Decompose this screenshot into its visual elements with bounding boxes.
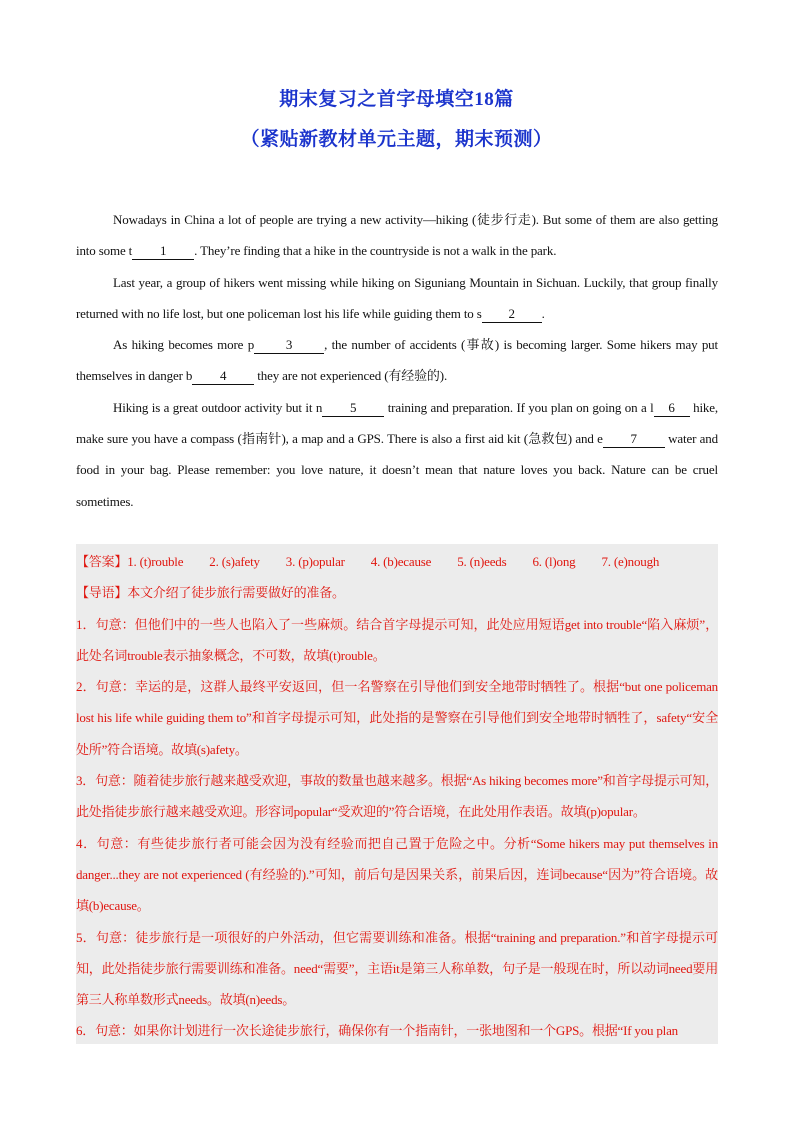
answer-item: 7. (e)nough: [601, 554, 660, 569]
passage: [76, 204, 718, 517]
paragraph-4: [76, 392, 718, 517]
explanation-1: 1．句意：但他们中的一些人也陷入了一些麻烦。结合首字母提示可知，此处应用短语get into trouble“陷入麻烦”，此处名词trouble表示抽象概念，不可数，故填(t)rouble。: [76, 616, 718, 663]
page-title: 期末复习之首字母填空18篇: [279, 89, 514, 110]
answer-item: 1. (t)rouble: [127, 554, 184, 569]
answer-item: 4. (b)ecause: [370, 554, 432, 569]
page-subtitle: （紧贴新教材单元主题，期末预测）: [240, 129, 553, 150]
answer-label: 【答案】: [76, 554, 128, 569]
passage-text: Nowadays in China a lot of people are trying a new activity—hiking (徒步行走). But some of them are also getting into some t: [76, 212, 718, 259]
passage-text: hike, make sure you have a compass (指南针), a map and a GPS. There is also a first aid kit (急救包) and e: [76, 399, 718, 447]
blank-5: 5: [322, 401, 384, 417]
paragraph-2: [76, 267, 718, 330]
blank-6: 6: [654, 401, 690, 417]
paragraph-3: [76, 329, 718, 392]
explanation-6: 6．句意：如果你计划进行一次长途徒步旅行，确保你有一个指南针，一张地图和一个GPS。根据“If you plan: [76, 1023, 678, 1039]
answer-key: [76, 546, 718, 577]
guide-text: 【导语】本文介绍了徒步旅行需要做好的准备。: [76, 585, 345, 601]
answer-item: 5. (n)eeds: [457, 554, 507, 569]
passage-text: As hiking becomes more p: [113, 337, 255, 353]
blank-4: 4: [192, 369, 254, 385]
passage-text: Hiking is a great outdoor activity but it n: [113, 399, 323, 415]
blank-1: 1: [132, 244, 194, 260]
explanation-5: 5．句意：徒步旅行是一项很好的户外活动，但它需要训练和准备。根据“training and preparation.”和首字母提示可知，此处指徒步旅行需要训练和准备。need“需要”，主语it是第三人称单数，句子是一般现在时，所以动词need要用第三人称单数形式needs。故填(n)eeds。: [76, 929, 718, 1008]
answer-item: 2. (s)afety: [209, 554, 260, 569]
blank-7: 7: [603, 432, 665, 448]
passage-text: , the number of accidents (事故) is becoming larger. Some hikers may put themselves in danger b: [76, 337, 718, 384]
blank-2: 2: [482, 307, 542, 323]
passage-text: training and preparation. If you plan on going on a l: [384, 399, 654, 415]
explanation-3: 3．句意：随着徒步旅行越来越受欢迎，事故的数量也越来越多。根据“As hiking becomes more”和首字母提示可知，此处指徒步旅行越来越受欢迎。形容词popular“受欢迎的”符合语境，在此处用作表语。故填(p)opular。: [76, 773, 718, 820]
blank-3: 3: [254, 338, 324, 354]
passage-text: Last year, a group of hikers went missing while hiking on Siguniang Mountain in Sichuan. Luckily, that group finally returned with no life lost, but one policeman lost his life while guiding them to s: [76, 274, 718, 321]
explanation-4: 4．句意：有些徒步旅行者可能会因为没有经验而把自己置于危险之中。分析“Some hikers may put themselves in danger...they are not experienced (有经验的).”可知，前后句是因果关系，前果后因，连词because“因为”符合语境。故填(b)ecause。: [76, 835, 718, 914]
answer-section: [76, 544, 718, 1044]
answer-item: 3. (p)opular: [285, 554, 345, 569]
answer-item: 6. (l)ong: [532, 554, 576, 569]
passage-text: they are not experienced (有经验的).: [254, 368, 448, 384]
passage-text: . They’re finding that a hike in the countryside is not a walk in the park.: [194, 243, 557, 259]
passage-text: .: [541, 305, 545, 321]
explanation-2: 2．句意：幸运的是，这群人最终平安返回，但一名警察在引导他们到安全地带时牺牲了。根据“but one policeman lost his life while guiding them to”和首字母提示可知，此处指的是警察在引导他们到安全地带时牺牲了，safety“安全处所”符合语境。故填(s)afety。: [76, 679, 718, 757]
paragraph-1: [76, 204, 718, 267]
passage-text: water and food in your bag. Please remember: you love nature, it doesn’t mean that nature loves you back. Nature can be cruel sometimes.: [76, 431, 718, 509]
